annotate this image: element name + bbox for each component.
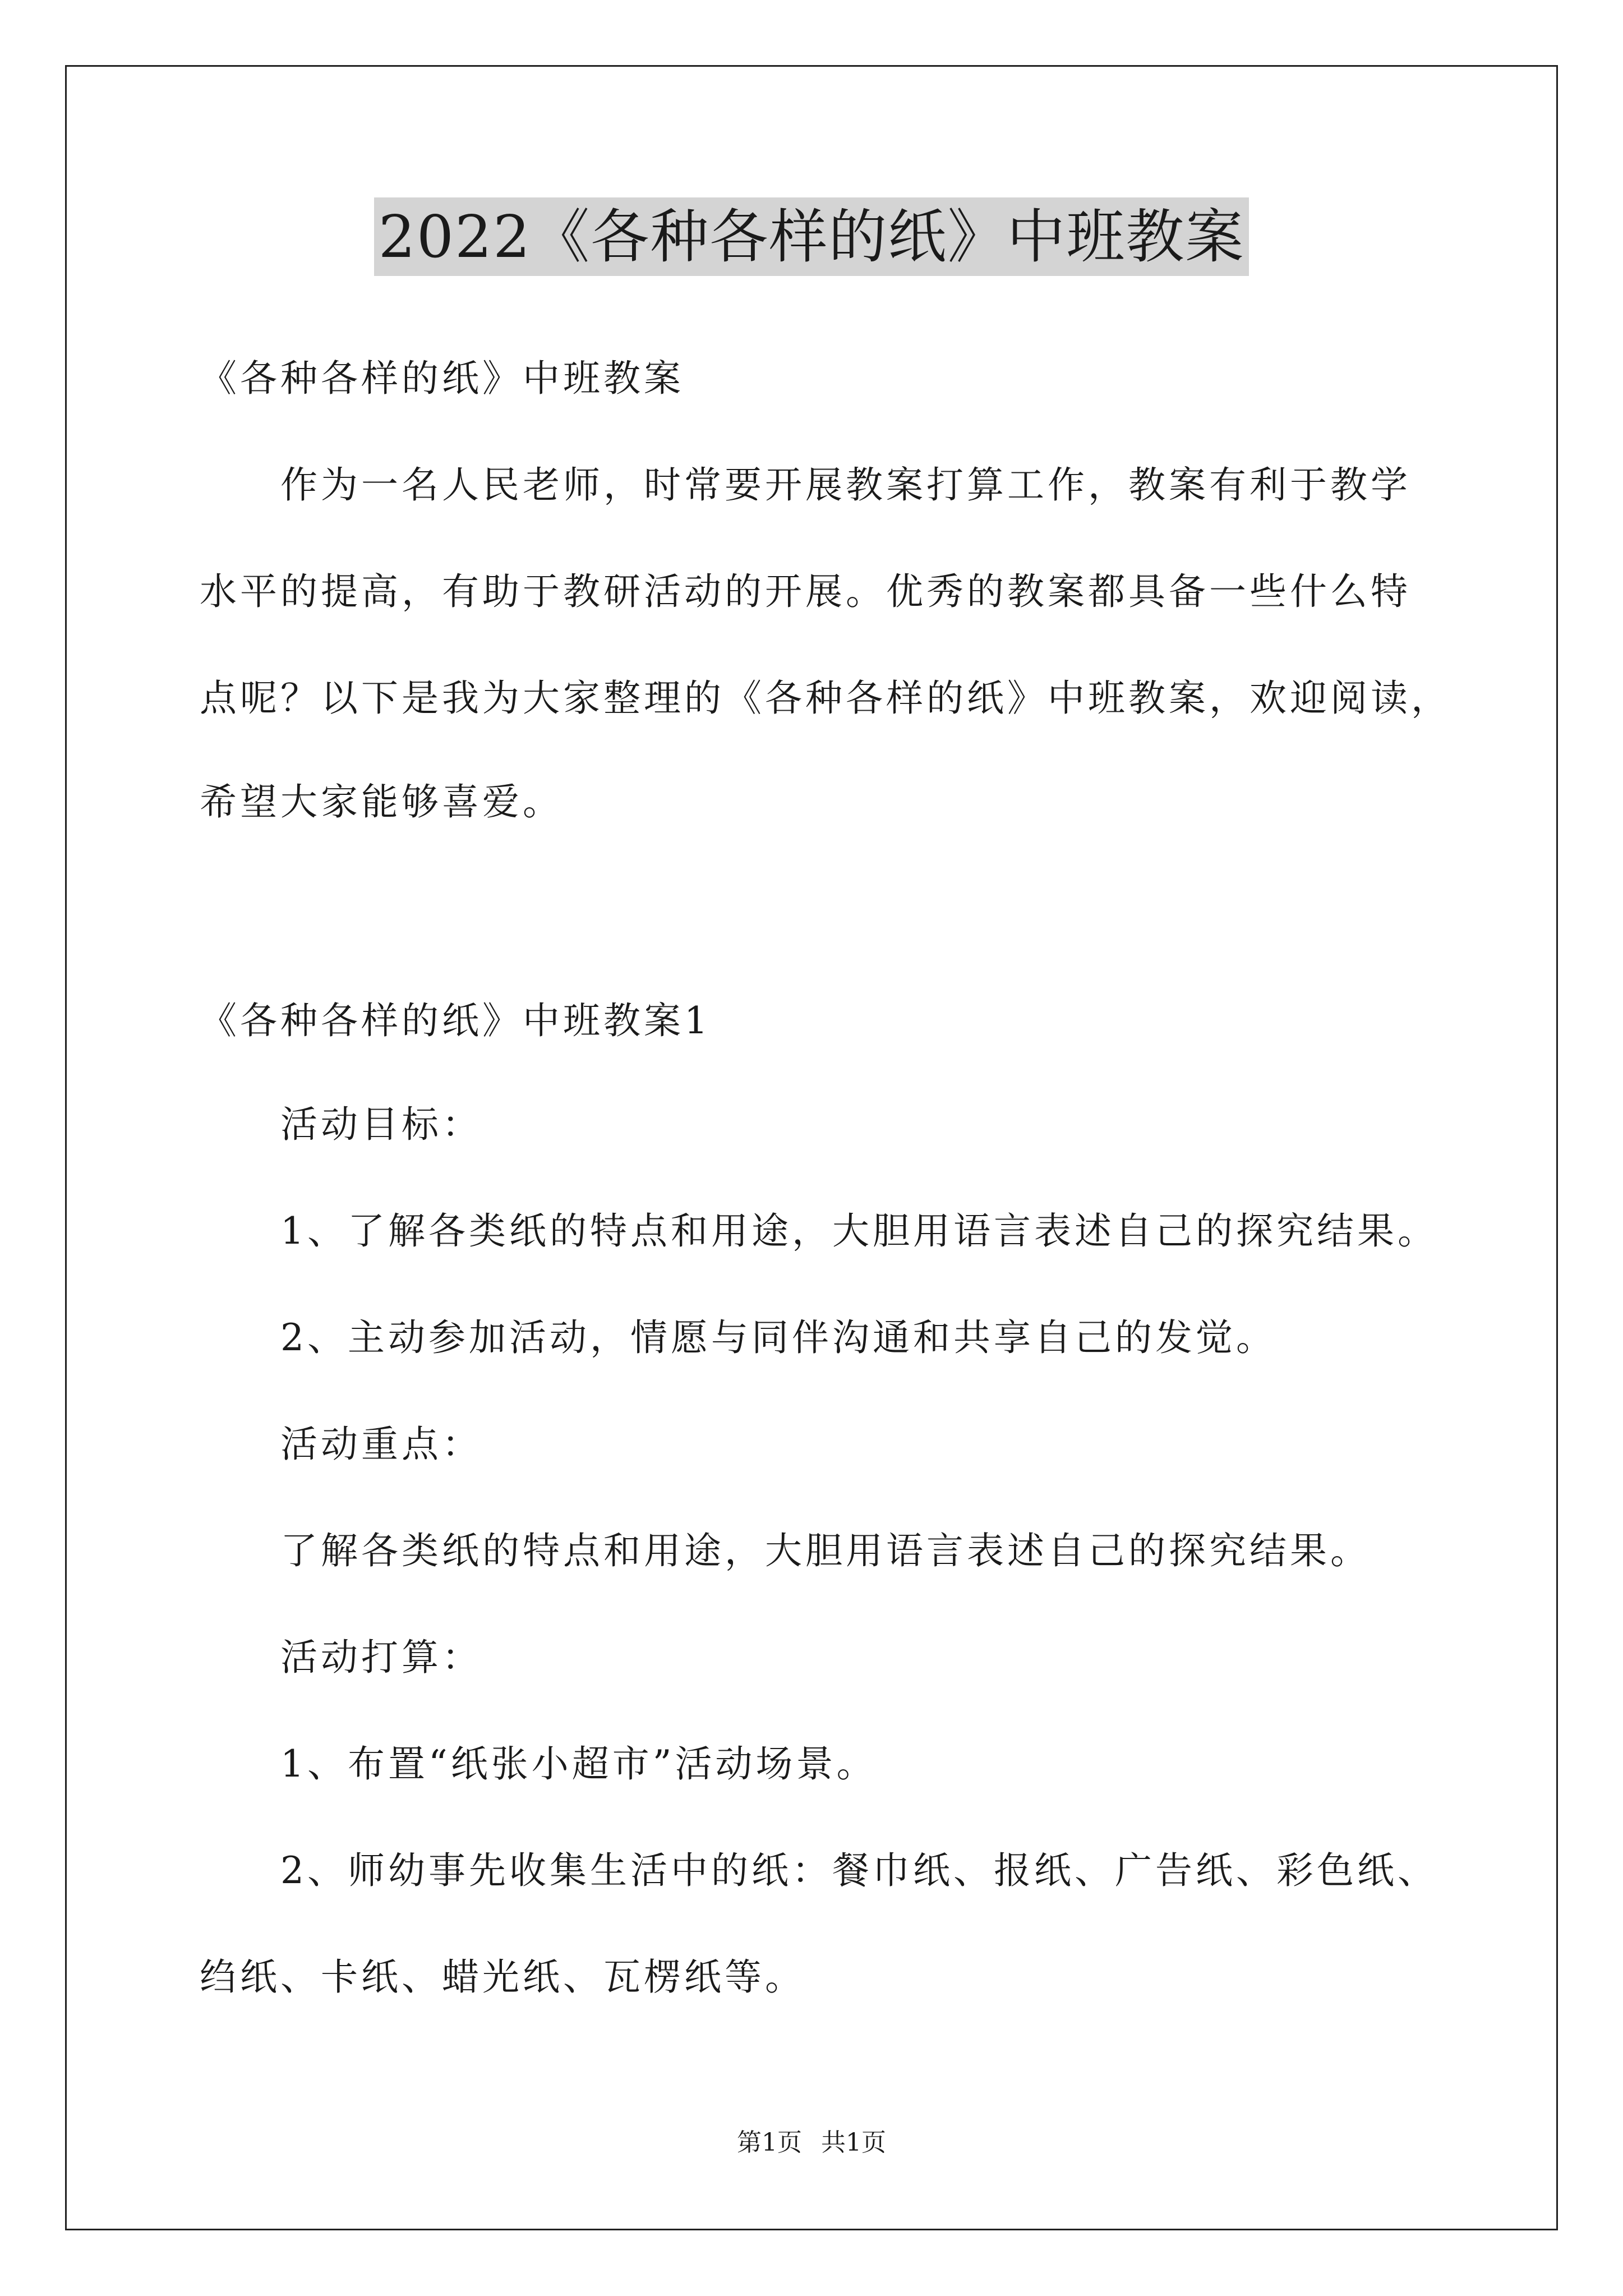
body-line-4: 活动重点： (280, 1423, 482, 1466)
body-line-3: 2、主动参加活动，情愿与同伴沟通和共享自己的发觉。 (280, 1316, 1276, 1359)
body-line-5: 了解各类纸的特点和用途，大胆用语言表述自己的探究结果。 (280, 1529, 1371, 1572)
body-line-2: 1、了解各类纸的特点和用途，大胆用语言表述自己的探究结果。 (280, 1209, 1438, 1253)
intro-line-1: 作为一名人民老师，时常要开展教案打算工作，教案有利于教学 (280, 463, 1411, 507)
body-line-6: 活动打算： (280, 1636, 482, 1679)
document-subtitle: 《各种各样的纸》中班教案 (200, 357, 684, 400)
body-line-7: 1、布置“纸张小超市”活动场景。 (280, 1742, 877, 1786)
title-container (0, 197, 1623, 276)
page-number: 第1页 (737, 2128, 802, 2157)
body-line-1: 活动目标： (280, 1103, 482, 1146)
body-line-8: 2、师幼事先收集生活中的纸：餐巾纸、报纸、广告纸、彩色纸、 (280, 1849, 1438, 1892)
document-title: 2022《各种各样的纸》中班教案 (374, 197, 1249, 276)
section-heading: 《各种各样的纸》中班教案1 (200, 999, 711, 1042)
body-line-9: 绉纸、卡纸、蜡光纸、瓦楞纸等。 (200, 1955, 805, 1999)
intro-line-2: 水平的提高，有助于教研活动的开展。优秀的教案都具备一些什么特 (200, 570, 1411, 613)
intro-line-3: 点呢？以下是我为大家整理的《各种各样的纸》中班教案，欢迎阅读， (200, 677, 1451, 720)
intro-line-4: 希望大家能够喜爱。 (200, 780, 563, 823)
page-footer (0, 2126, 1623, 2160)
page-total: 共1页 (821, 2128, 886, 2157)
